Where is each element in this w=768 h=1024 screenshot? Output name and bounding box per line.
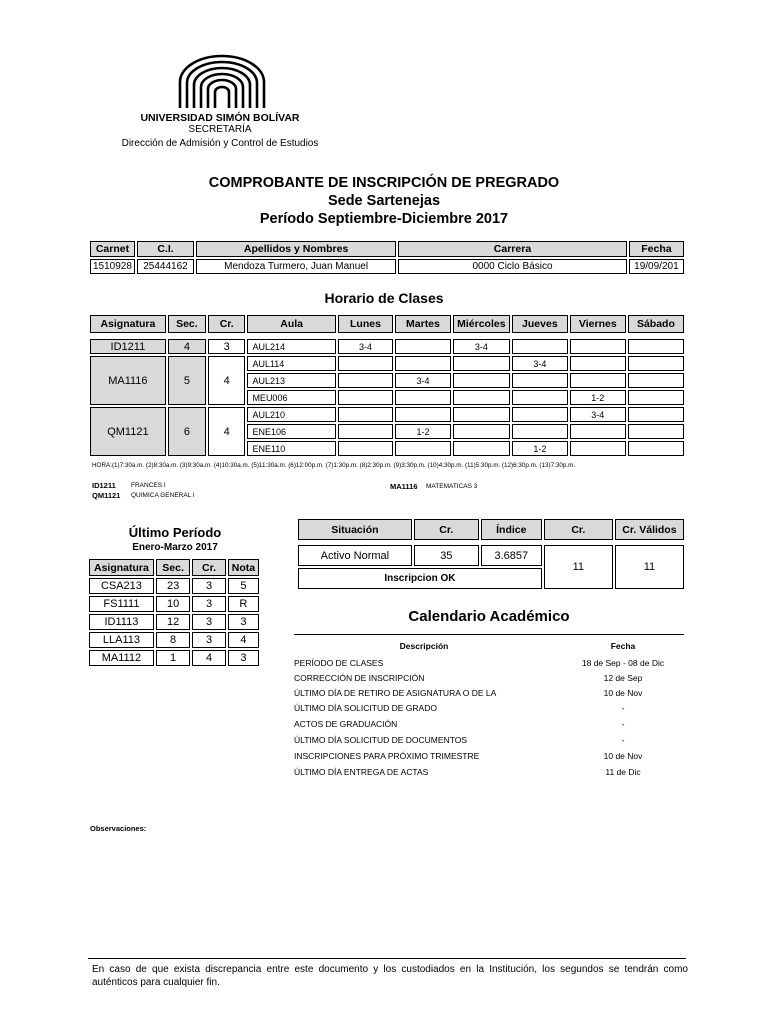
calendar-date: - bbox=[621, 735, 625, 745]
schedule-cell bbox=[395, 441, 451, 456]
enrollment-status: Inscripcion OK bbox=[298, 568, 542, 589]
course-legend-code: MA1116 bbox=[390, 482, 418, 491]
course-legend-code: ID1211 bbox=[92, 481, 116, 490]
schedule-cell bbox=[338, 390, 393, 405]
calendar-date-header: Fecha bbox=[610, 641, 636, 651]
schedule-cell bbox=[570, 441, 626, 456]
last-period-header: Nota bbox=[228, 559, 259, 576]
carnet-value: 1510928 bbox=[90, 259, 135, 274]
course-room: AUL114 bbox=[247, 356, 335, 371]
calendar-date: - bbox=[621, 719, 625, 729]
calendar-desc: PERÍODO DE CLASES bbox=[294, 658, 384, 668]
calendar-row bbox=[294, 688, 684, 703]
calendar-desc: ÚLTIMO DÍA SOLICITUD DE GRADO bbox=[294, 703, 437, 713]
schedule-cell bbox=[453, 390, 510, 405]
status-situacion: Activo Normal bbox=[298, 545, 412, 566]
schedule-cell bbox=[512, 407, 568, 422]
course-code: MA1116 bbox=[90, 356, 166, 405]
grade-cell: 4 bbox=[228, 632, 259, 648]
schedule-cell bbox=[570, 424, 626, 439]
schedule-cell bbox=[570, 356, 626, 371]
last-period-header: Asignatura bbox=[89, 559, 154, 576]
grade-cell: CSA213 bbox=[89, 578, 154, 594]
schedule-cell bbox=[628, 373, 684, 388]
grade-cell: FS1111 bbox=[89, 596, 154, 612]
calendar-date: 10 de Nov bbox=[603, 751, 643, 761]
student-header: Carrera bbox=[398, 241, 627, 257]
schedule-cell bbox=[628, 441, 684, 456]
schedule-cell: 1-2 bbox=[512, 441, 568, 456]
grade-cell: 12 bbox=[156, 614, 190, 630]
grade-cell: 3 bbox=[228, 650, 259, 666]
course-credits: 4 bbox=[208, 407, 245, 456]
status-header: Índice bbox=[481, 519, 542, 540]
department-name: Dirección de Admisión y Control de Estudios bbox=[121, 138, 319, 149]
schedule-header: Cr. bbox=[208, 315, 245, 333]
course-legend-name: QUIMICA GENERAL I bbox=[131, 492, 195, 499]
schedule-cell bbox=[512, 373, 568, 388]
schedule-cell bbox=[453, 373, 510, 388]
calendar-date: - bbox=[621, 703, 625, 713]
schedule-cell bbox=[512, 424, 568, 439]
status-credits-2: 11 bbox=[544, 545, 613, 589]
course-code: QM1121 bbox=[90, 407, 166, 456]
schedule-cell: 3-4 bbox=[453, 339, 510, 354]
schedule-cell bbox=[395, 339, 451, 354]
grade-cell: 3 bbox=[192, 578, 226, 594]
calendar-row bbox=[294, 719, 684, 734]
calendar-row bbox=[294, 703, 684, 718]
course-room: AUL213 bbox=[247, 373, 335, 388]
calendar-desc: ÚLTIMO DÍA SOLICITUD DE DOCUMENTOS bbox=[294, 735, 468, 745]
footer-note: En caso de que exista discrepancia entre este documento y los custodiados en la Institución, los segundos se tendrán como auténticos para cualquier fin. bbox=[92, 964, 688, 988]
grade-cell: R bbox=[228, 596, 259, 612]
schedule-cell bbox=[395, 390, 451, 405]
schedule-cell bbox=[628, 424, 684, 439]
student-name-value: Mendoza Turmero, Juan Manuel bbox=[196, 259, 396, 274]
course-section: 4 bbox=[168, 339, 206, 354]
calendar-divider bbox=[294, 634, 684, 635]
calendar-row bbox=[294, 673, 684, 688]
schedule-cell bbox=[395, 356, 451, 371]
schedule-header: Viernes bbox=[570, 315, 626, 333]
status-valid-credits: 11 bbox=[615, 545, 684, 589]
grade-cell: 3 bbox=[192, 632, 226, 648]
course-room: AUL214 bbox=[247, 339, 335, 354]
calendar-desc: ÚLTIMO DÍA DE RETIRO DE ASIGNATURA O DE LA bbox=[294, 688, 497, 698]
schedule-cell bbox=[338, 441, 393, 456]
course-room: ENE106 bbox=[247, 424, 335, 439]
schedule-cell bbox=[512, 339, 568, 354]
office-name: SECRETARÍA bbox=[188, 124, 252, 135]
schedule-cell bbox=[338, 424, 393, 439]
schedule-cell bbox=[570, 373, 626, 388]
course-legend-name: MATEMATICAS 3 bbox=[426, 483, 478, 490]
last-period-subtitle: Enero-Marzo 2017 bbox=[132, 542, 218, 553]
campus-title: Sede Sartenejas bbox=[327, 193, 441, 209]
grade-cell: 8 bbox=[156, 632, 190, 648]
schedule-cell bbox=[628, 390, 684, 405]
university-logo bbox=[176, 52, 268, 110]
calendar-date: 12 de Sep bbox=[603, 673, 643, 683]
schedule-cell: 3-4 bbox=[338, 339, 393, 354]
status-header: Cr. bbox=[544, 519, 613, 540]
schedule-cell bbox=[395, 407, 451, 422]
schedule-header: Aula bbox=[247, 315, 335, 333]
status-header: Cr. bbox=[414, 519, 479, 540]
schedule-cell bbox=[453, 356, 510, 371]
schedule-cell: 3-4 bbox=[570, 407, 626, 422]
university-name: UNIVERSIDAD SIMÓN BOLÍVAR bbox=[140, 112, 300, 124]
student-header: Apellidos y Nombres bbox=[196, 241, 396, 257]
schedule-cell bbox=[628, 407, 684, 422]
calendar-date: 10 de Nov bbox=[603, 688, 643, 698]
schedule-cell: 3-4 bbox=[395, 373, 451, 388]
course-room: ENE110 bbox=[247, 441, 335, 456]
hours-legend: HORA:(1)7:30a.m. (2)8:30a.m. (3)9:30a.m. (4)10:30a.m. (5)11:30a.m. (6)12:00p.m. (7)1:30p.m. (8)2:30p.m. (9)3:30p.m. (10)4:30p.m. (11)5:30p.m. (12)6:30p.m. (13)7:30p.m. bbox=[92, 462, 576, 469]
course-room: MEU006 bbox=[247, 390, 335, 405]
student-table bbox=[88, 239, 686, 276]
schedule-cell: 3-4 bbox=[512, 356, 568, 371]
student-header: Fecha bbox=[629, 241, 684, 257]
document-title: COMPROBANTE DE INSCRIPCIÓN DE PREGRADO bbox=[208, 175, 560, 191]
last-period-header: Sec. bbox=[156, 559, 190, 576]
last-period-table bbox=[87, 557, 261, 668]
course-section: 6 bbox=[168, 407, 206, 456]
schedule-cell bbox=[338, 373, 393, 388]
observations-label: Observaciones: bbox=[90, 824, 147, 833]
calendar-title: Calendario Académico bbox=[408, 608, 570, 625]
schedule-header: Jueves bbox=[512, 315, 568, 333]
schedule-cell bbox=[570, 339, 626, 354]
calendar-desc-header: Descripción bbox=[399, 641, 449, 651]
calendar-desc: ÚLTIMO DÍA ENTREGA DE ACTAS bbox=[294, 767, 429, 777]
status-table bbox=[296, 517, 686, 591]
calendar-date: 18 de Sep - 08 de Dic bbox=[581, 658, 665, 668]
status-credits: 35 bbox=[414, 545, 479, 566]
schedule-title: Horario de Clases bbox=[324, 290, 444, 306]
schedule-header: Lunes bbox=[338, 315, 393, 333]
status-header: Situación bbox=[298, 519, 412, 540]
schedule-cell bbox=[338, 407, 393, 422]
date-value: 19/09/201 bbox=[629, 259, 684, 274]
grade-cell: 5 bbox=[228, 578, 259, 594]
course-code: ID1211 bbox=[90, 339, 166, 354]
last-period-title: Último Período bbox=[128, 525, 222, 540]
schedule-table bbox=[88, 313, 686, 458]
ci-value: 25444162 bbox=[137, 259, 194, 274]
student-header: Carnet bbox=[90, 241, 135, 257]
grade-cell: LLA113 bbox=[89, 632, 154, 648]
grade-cell: 23 bbox=[156, 578, 190, 594]
calendar-row bbox=[294, 658, 684, 673]
schedule-header: Miércoles bbox=[453, 315, 510, 333]
grade-cell: 10 bbox=[156, 596, 190, 612]
course-credits: 4 bbox=[208, 356, 245, 405]
schedule-cell bbox=[628, 339, 684, 354]
calendar-row bbox=[294, 767, 684, 782]
career-value: 0000 Ciclo Básico bbox=[398, 259, 627, 274]
status-index: 3.6857 bbox=[481, 545, 542, 566]
calendar-row bbox=[294, 735, 684, 750]
grade-cell: 1 bbox=[156, 650, 190, 666]
course-section: 5 bbox=[168, 356, 206, 405]
footer-divider bbox=[88, 958, 686, 959]
grade-cell: MA1112 bbox=[89, 650, 154, 666]
grade-cell: 3 bbox=[192, 614, 226, 630]
student-header: C.I. bbox=[137, 241, 194, 257]
schedule-header: Asignatura bbox=[90, 315, 166, 333]
schedule-cell bbox=[338, 356, 393, 371]
course-legend-code: QM1121 bbox=[92, 491, 121, 500]
grade-cell: ID1113 bbox=[89, 614, 154, 630]
grade-cell: 4 bbox=[192, 650, 226, 666]
calendar-row bbox=[294, 751, 684, 766]
schedule-cell bbox=[453, 424, 510, 439]
grade-cell: 3 bbox=[192, 596, 226, 612]
course-legend-name: FRANCES I bbox=[131, 482, 166, 489]
calendar-date: 11 de Dic bbox=[605, 767, 641, 777]
schedule-cell: 1-2 bbox=[570, 390, 626, 405]
schedule-cell bbox=[453, 407, 510, 422]
schedule-header: Martes bbox=[395, 315, 451, 333]
status-header: Cr. Válidos bbox=[615, 519, 684, 540]
course-room: AUL210 bbox=[247, 407, 335, 422]
course-credits: 3 bbox=[208, 339, 245, 354]
calendar-desc: CORRECCIÓN DE INSCRIPCIÓN bbox=[294, 673, 425, 683]
schedule-header: Sábado bbox=[628, 315, 684, 333]
schedule-cell bbox=[512, 390, 568, 405]
calendar-desc: INSCRIPCIONES PARA PRÓXIMO TRIMESTRE bbox=[294, 751, 480, 761]
grade-cell: 3 bbox=[228, 614, 259, 630]
schedule-header: Sec. bbox=[168, 315, 206, 333]
schedule-cell bbox=[628, 356, 684, 371]
period-title: Período Septiembre-Diciembre 2017 bbox=[259, 211, 509, 227]
schedule-cell bbox=[453, 441, 510, 456]
last-period-header: Cr. bbox=[192, 559, 226, 576]
schedule-cell: 1-2 bbox=[395, 424, 451, 439]
calendar-desc: ACTOS DE GRADUACIÓN bbox=[294, 719, 398, 729]
